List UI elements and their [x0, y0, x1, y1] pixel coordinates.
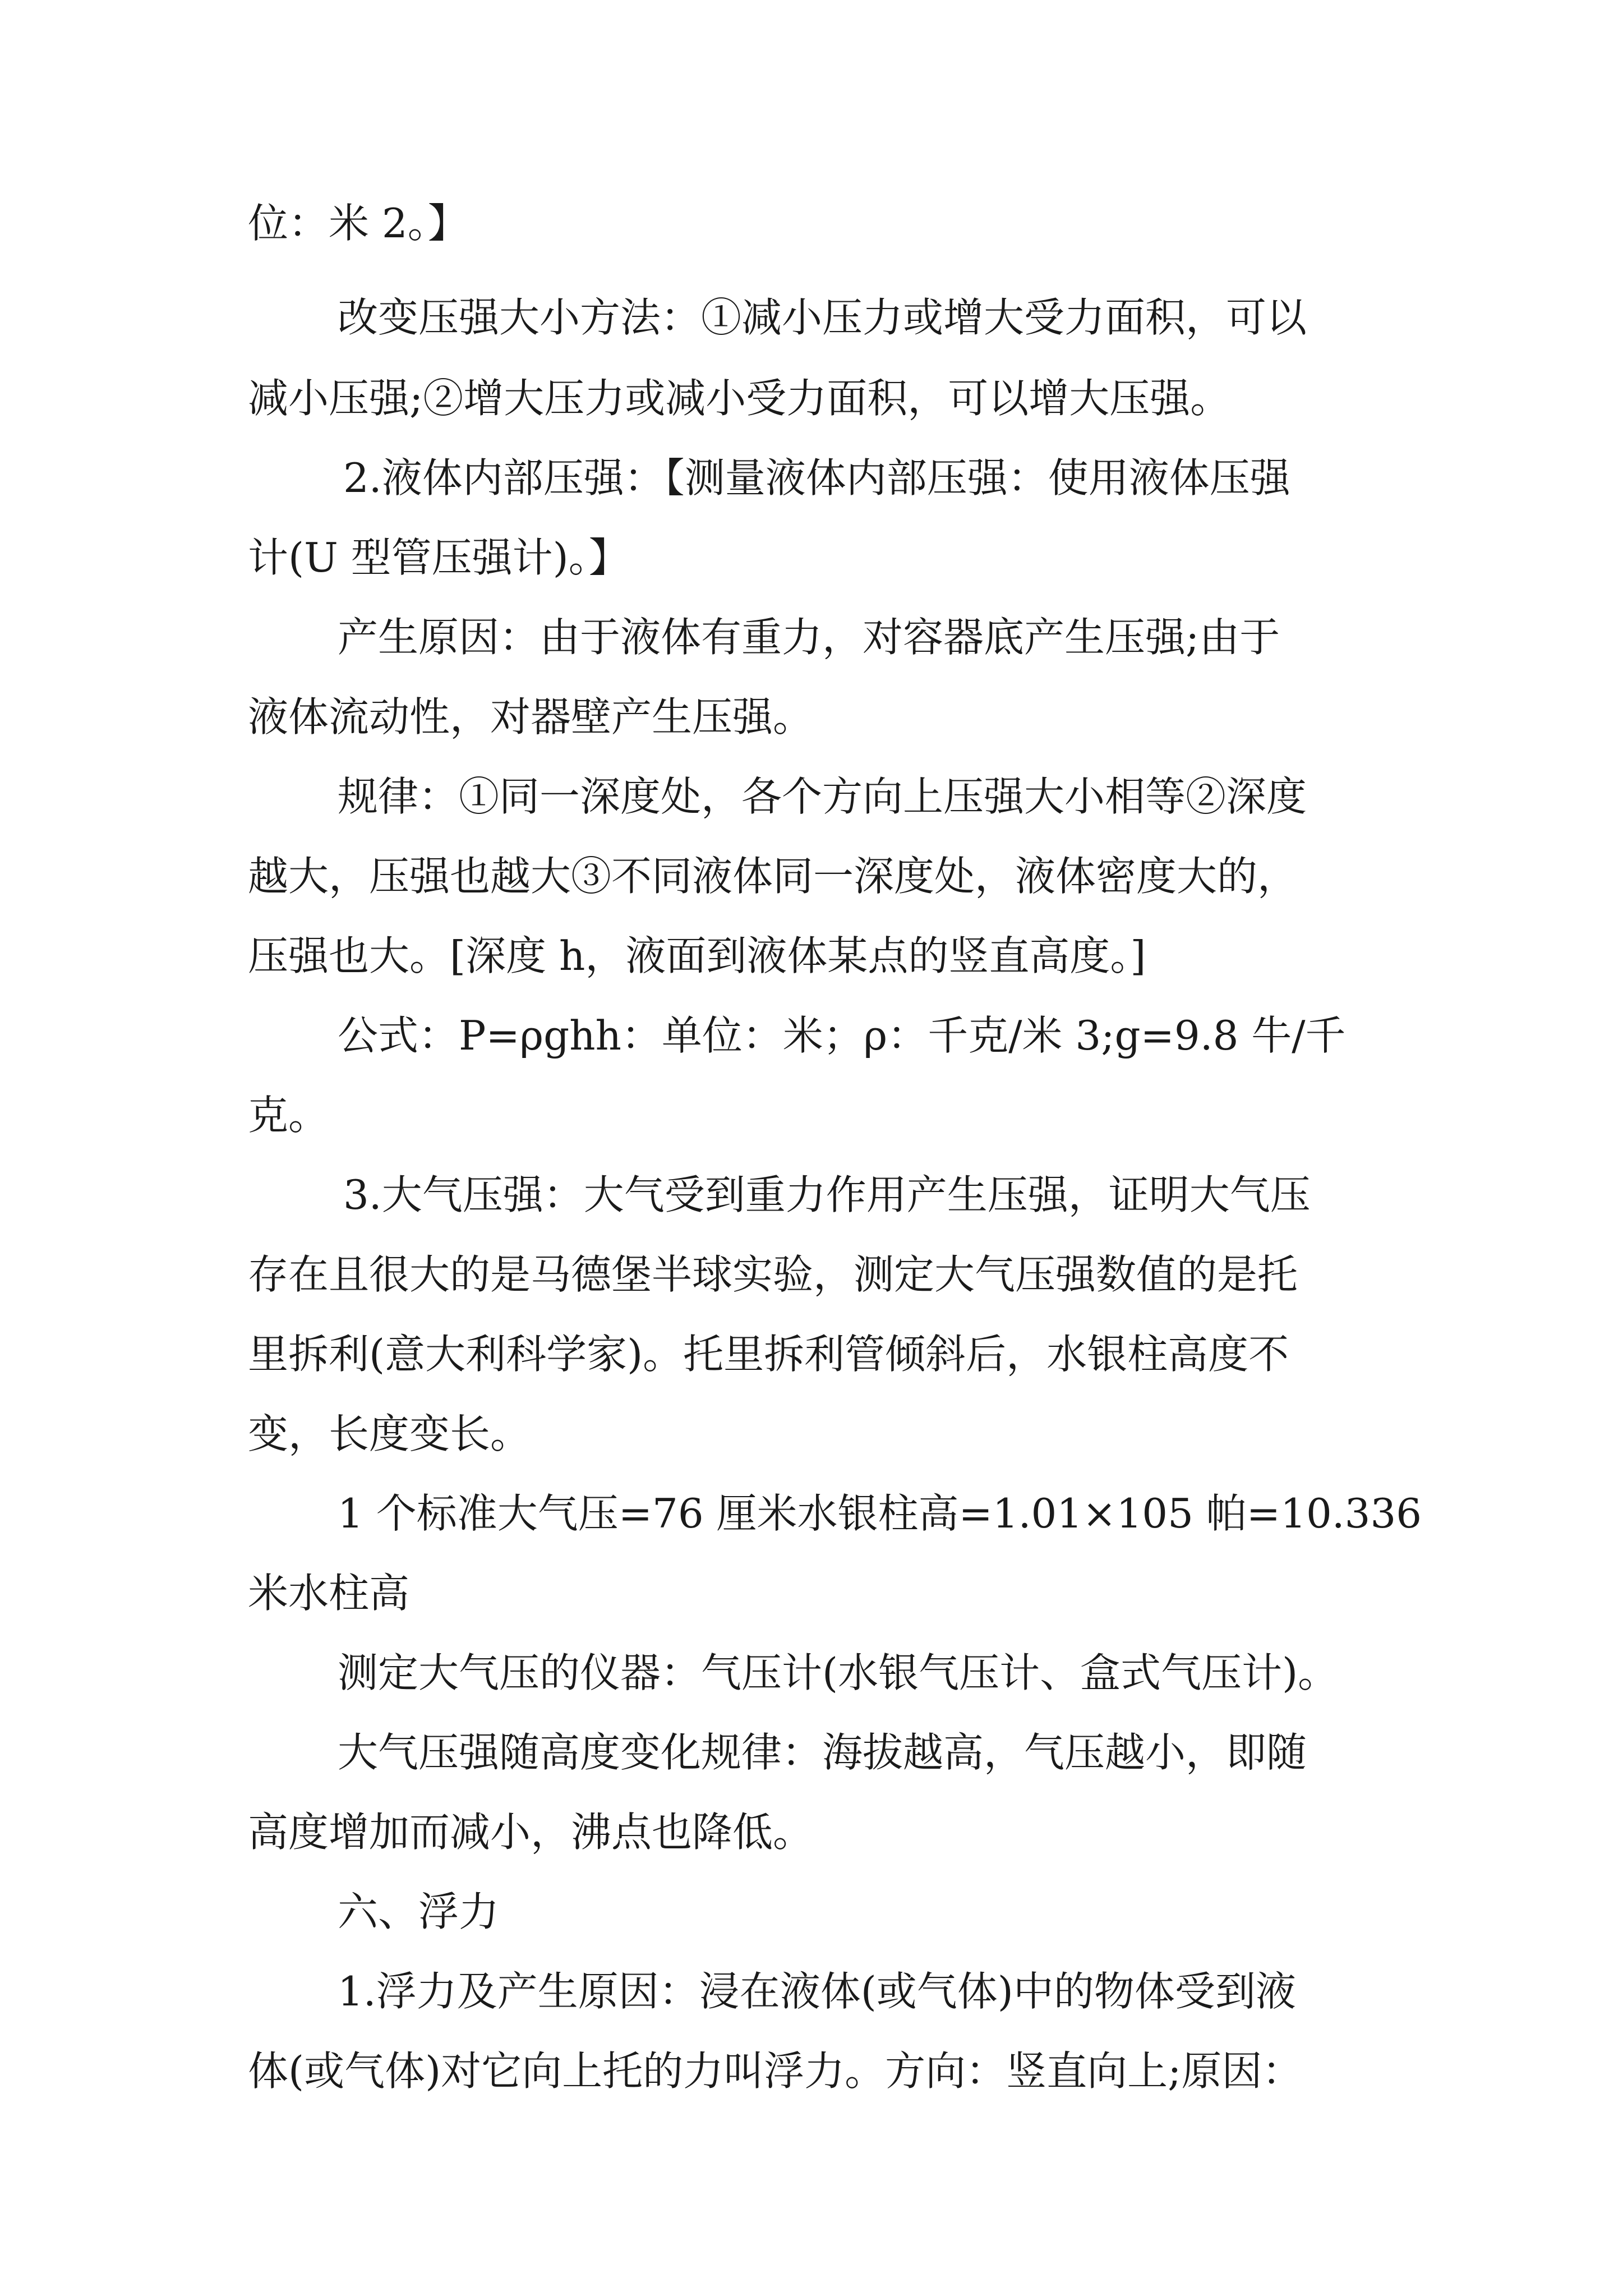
- text-line: 克。: [248, 1092, 329, 1139]
- text-line: 计(U 型管压强计)。】: [248, 534, 629, 581]
- text-line: 压强也大。[深度 h，液面到液体某点的竖直高度。]: [248, 932, 1146, 979]
- text-line: 液体流动性，对器壁产生压强。: [248, 693, 814, 740]
- text-line: 改变压强大小方法：①减小压力或增大受力面积，可以: [338, 294, 1307, 341]
- text-line: 1.浮力及产生原因：浸在液体(或气体)中的物体受到液: [338, 1968, 1296, 2015]
- text-line: 米水柱高: [248, 1570, 410, 1617]
- text-line: 体(或气体)对它向上托的力叫浮力。方向：竖直向上;原因：: [248, 2047, 1303, 2095]
- text-line: 1 个标准大气压=76 厘米水银柱高=1.01×105 帕=10.336: [338, 1490, 1422, 1537]
- text-line: 3.大气压强：大气受到重力作用产生压强，证明大气压: [343, 1171, 1311, 1218]
- text-line: 越大，压强也越大③不同液体同一深度处，液体密度大的，: [248, 853, 1298, 900]
- text-line: 变，长度变长。: [248, 1410, 531, 1457]
- text-line: 测定大气压的仪器：气压计(水银气压计、盒式气压计)。: [338, 1649, 1339, 1696]
- text-line: 2.液体内部压强：【测量液体内部压强：使用液体压强: [343, 454, 1290, 501]
- text-line: 位：米 2。】: [248, 200, 468, 247]
- text-line: 高度增加而减小，沸点也降低。: [248, 1809, 814, 1856]
- text-line: 减小压强;②增大压力或减小受力面积，可以增大压强。: [248, 375, 1231, 422]
- text-line: 公式：P=ρghh：单位：米；ρ：千克/米 3;g=9.8 牛/千: [338, 1012, 1346, 1059]
- text-line: 规律：①同一深度处，各个方向上压强大小相等②深度: [338, 773, 1307, 820]
- text-line: 里拆利(意大利科学家)。托里拆利管倾斜后，水银柱高度不: [248, 1331, 1289, 1378]
- text-line: 存在且很大的是马德堡半球实验，测定大气压强数值的是托: [248, 1251, 1298, 1298]
- text-line: 大气压强随高度变化规律：海拔越高，气压越小，即随: [338, 1729, 1307, 1776]
- section-heading: 六、浮力: [338, 1888, 500, 1935]
- text-line: 产生原因：由于液体有重力，对容器底产生压强;由于: [338, 614, 1280, 661]
